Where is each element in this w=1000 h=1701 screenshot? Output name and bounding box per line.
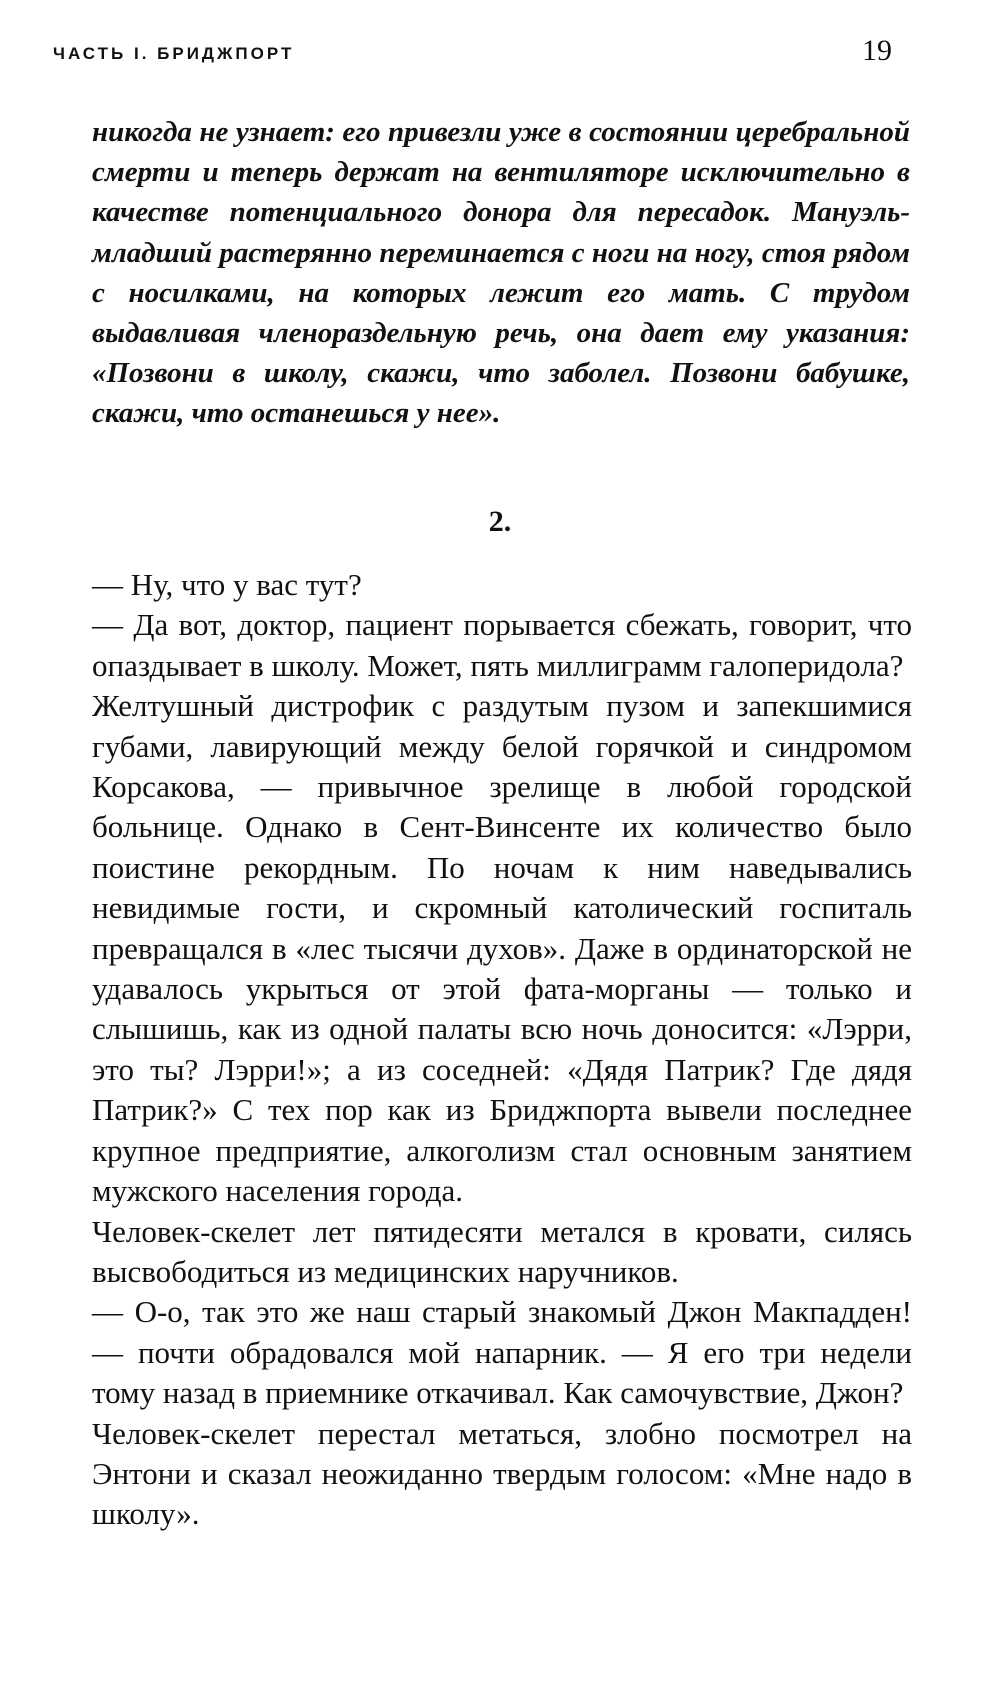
body-text xyxy=(92,565,912,1535)
page-number: 19 xyxy=(862,34,892,67)
paragraph-1: — Ну, что у вас тут? xyxy=(92,567,362,602)
paragraph-5: — О-о, так это же наш старый знакомый Джон Макпадден! — почти обрадовался мой напарник. — Я его три недели тому назад в приемнике откачивал. Как самочувствие, Джон? xyxy=(92,1294,912,1411)
paragraph-2: — Да вот, доктор, пациент порывается сбежать, говорит, что опаздывает в школу. Может, пять миллиграмм галоперидола? xyxy=(92,607,912,683)
paragraph-3: Желтушный дистрофик с раздутым пузом и запекшимися губами, лавирующий между белой горячкой и синдромом Корсакова, — привычное зрелище в любой городской больнице. Однако в Сент-Винсенте их количество было поистине рекордным. По ночам к ним наведывались невидимые гости, и скромный католический госпиталь превращался в «лес тысячи духов». Даже в ординаторской не удавалось укрыться от этой фата-морганы — только и слышишь, как из одной палаты всю ночь доносится: «Лэрри, это ты? Лэрри!»; а из соседней: «Дядя Патрик? Где дядя Патрик?» С тех пор как из Бриджпорта вывели последнее крупное предприятие, алкоголизм стал основным занятием мужского населения города. xyxy=(92,688,912,1209)
paragraph-6: Человек-скелет перестал метаться, злобно посмотрел на Энтони и сказал неожиданно твердым голосом: «Мне надо в школу». xyxy=(92,1415,912,1532)
running-head: ЧАСТЬ I. БРИДЖПОРТ xyxy=(53,44,295,63)
italic-paragraph-block xyxy=(92,112,910,434)
section-number: 2. xyxy=(488,505,512,538)
italic-paragraph: никогда не узнает: его привезли уже в состоянии церебральной смерти и теперь держат на вентиляторе исключительно в качестве потенциального донора для пересадок. Мануэль-младший растерянно переминается с ноги на ногу, стоя рядом с носилками, на которых лежит его мать. С трудом выдавливая членораздельную речь, она дает ему указания: «Позвони в школу, скажи, что заболел. Позвони бабушке, скажи, что останешься у нее». xyxy=(92,116,910,430)
paragraph-4: Человек-скелет лет пятидесяти метался в кровати, силясь высвободиться из медицинских наручников. xyxy=(92,1213,912,1289)
